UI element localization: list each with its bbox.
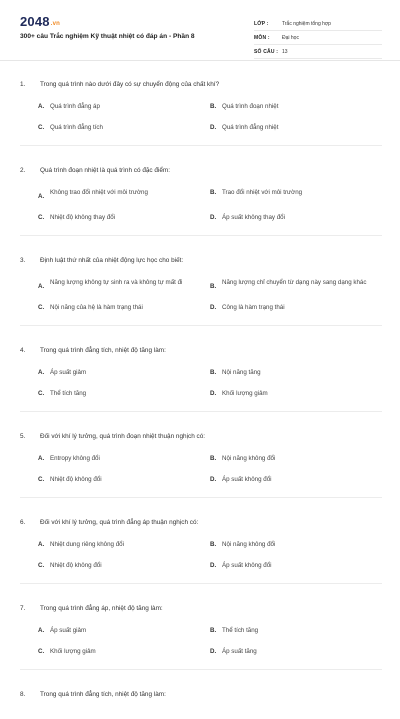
question-number: 3. (20, 257, 26, 264)
option-letter: B. (210, 627, 217, 634)
answer-option[interactable] (38, 206, 210, 227)
option-text: Entropy không đổi (50, 455, 100, 462)
answer-option[interactable] (210, 468, 382, 489)
option-letter: C. (38, 390, 45, 397)
answer-options (20, 181, 382, 227)
site-logo[interactable] (20, 14, 60, 29)
answer-options (20, 271, 382, 317)
question-item (20, 72, 382, 146)
question-item (20, 682, 382, 707)
answer-option[interactable] (210, 361, 382, 382)
option-text: Áp suất không đổi (222, 562, 272, 569)
option-text: Năng lượng không tự sinh ra và không tự mất đi (50, 279, 183, 286)
option-letter: C. (38, 214, 45, 221)
meta-value: Trắc nghiệm tổng hợp (282, 20, 331, 27)
question-number: 2. (20, 167, 26, 174)
option-letter: C. (38, 648, 45, 655)
option-letter: A. (38, 541, 45, 548)
answer-option[interactable] (38, 116, 210, 137)
question-item (20, 248, 382, 326)
answer-option[interactable] (38, 95, 210, 116)
answer-option[interactable] (210, 640, 382, 661)
option-text: Thể tích tăng (222, 627, 259, 634)
option-text: Áp suất không thay đổi (222, 214, 285, 221)
meta-key: MÔN : (254, 34, 270, 41)
logo-suffix: .vn (50, 21, 61, 27)
option-text: Thể tích tăng (50, 390, 87, 397)
option-text: Quá trình đẳng nhiệt (222, 124, 279, 131)
option-text: Không trao đổi nhiệt với môi trường (50, 189, 148, 196)
question-item (20, 424, 382, 498)
option-text: Năng lượng chỉ chuyển từ dạng này sang dạng khác (222, 279, 367, 286)
option-text: Khối lượng giảm (222, 390, 268, 397)
meta-value: 13 (282, 48, 288, 55)
answer-option[interactable] (38, 554, 210, 575)
option-text: Áp suất giảm (50, 627, 87, 634)
option-letter: B. (210, 189, 217, 196)
option-letter: D. (210, 304, 217, 311)
question-heading (20, 248, 382, 265)
question-text: Trong quá trình nào dưới đây có sự chuyển động của chất khí? (40, 81, 220, 88)
question-text: Trong quá trình đẳng tích, nhiệt độ tăng làm: (40, 691, 166, 698)
question-item (20, 510, 382, 584)
option-letter: A. (38, 283, 45, 290)
option-letter: C. (38, 304, 45, 311)
question-number: 4. (20, 347, 26, 354)
option-letter: A. (38, 369, 45, 376)
option-text: Nhiệt độ không thay đổi (50, 214, 116, 221)
option-text: Quá trình đẳng áp (50, 103, 100, 110)
option-letter: A. (38, 455, 45, 462)
question-text: Đối với khí lý tưởng, quá trình đoạn nhiệt thuận nghịch có: (40, 433, 206, 440)
option-letter: A. (38, 103, 45, 110)
option-text: Nhiệt dung riêng không đổi (50, 541, 124, 548)
question-number: 7. (20, 605, 26, 612)
option-text: Nội năng của hệ là hàm trạng thái (50, 304, 143, 311)
question-heading (20, 424, 382, 441)
question-heading (20, 682, 382, 699)
question-heading (20, 158, 382, 175)
answer-option[interactable] (38, 619, 210, 640)
question-heading (20, 596, 382, 613)
question-number: 8. (20, 691, 26, 698)
answer-option[interactable] (210, 95, 382, 116)
question-text: Trong quá trình đẳng áp, nhiệt độ tăng làm: (40, 605, 163, 612)
question-heading (20, 72, 382, 89)
option-text: Nội năng tăng (222, 369, 261, 376)
option-letter: C. (38, 476, 45, 483)
option-letter: B. (210, 541, 217, 548)
question-item (20, 158, 382, 236)
question-text: Quá trình đoạn nhiệt là quá trình có đặc điểm: (40, 167, 171, 174)
answer-option[interactable] (38, 382, 210, 403)
option-text: Khối lượng giảm (50, 648, 96, 655)
option-letter: D. (210, 214, 217, 221)
question-number: 5. (20, 433, 26, 440)
question-item (20, 596, 382, 670)
answer-option[interactable] (38, 271, 210, 296)
option-text: Quá trình đẳng tích (50, 124, 103, 131)
option-text: Áp suất tăng (222, 648, 257, 655)
option-letter: B. (210, 103, 217, 110)
question-heading (20, 338, 382, 355)
answer-options (20, 361, 382, 403)
answer-option[interactable] (210, 619, 382, 640)
option-letter: C. (38, 562, 45, 569)
answer-option[interactable] (38, 640, 210, 661)
option-letter: B. (210, 283, 217, 290)
answer-option[interactable] (38, 361, 210, 382)
page-title: 300+ câu Trắc nghiệm Kỹ thuật nhiệt có đáp án - Phần 8 (20, 33, 195, 40)
option-text: Nhiệt độ không đổi (50, 562, 102, 569)
question-text: Đối với khí lý tưởng, quá trình đẳng áp thuận nghịch có: (40, 519, 199, 526)
answer-option[interactable] (210, 296, 382, 317)
answer-option[interactable] (38, 533, 210, 554)
answer-option[interactable] (210, 533, 382, 554)
answer-option[interactable] (210, 554, 382, 575)
answer-option[interactable] (210, 447, 382, 468)
logo-text: 2048 (20, 14, 50, 29)
option-letter: D. (210, 124, 217, 131)
option-letter: C. (38, 124, 45, 131)
answer-option[interactable] (210, 382, 382, 403)
answer-options (20, 619, 382, 661)
meta-value: Đại học (282, 34, 299, 41)
question-number: 6. (20, 519, 26, 526)
answer-option[interactable] (38, 447, 210, 468)
option-text: Nội năng không đổi (222, 541, 276, 548)
option-letter: A. (38, 193, 45, 200)
page-header (0, 0, 400, 61)
question-text: Định luật thứ nhất của nhiệt động lực học cho biết: (40, 257, 184, 264)
question-item (20, 338, 382, 412)
option-letter: D. (210, 476, 217, 483)
option-letter: B. (210, 369, 217, 376)
answer-option[interactable] (210, 181, 382, 206)
answer-options (20, 447, 382, 489)
option-text: Công là hàm trạng thái (222, 304, 285, 311)
question-list (0, 72, 400, 719)
option-text: Quá trình đoạn nhiệt (222, 103, 279, 110)
answer-options (20, 95, 382, 137)
answer-option[interactable] (210, 271, 382, 296)
option-letter: A. (38, 627, 45, 634)
option-letter: D. (210, 390, 217, 397)
answer-option[interactable] (38, 468, 210, 489)
option-letter: B. (210, 455, 217, 462)
option-text: Trao đổi nhiệt với môi trường (222, 189, 303, 196)
meta-key: SỐ CÂU : (254, 48, 279, 55)
answer-option[interactable] (210, 116, 382, 137)
option-text: Áp suất không đổi (222, 476, 272, 483)
option-letter: D. (210, 562, 217, 569)
answer-option[interactable] (210, 206, 382, 227)
meta-row-class (254, 17, 382, 31)
answer-options (20, 533, 382, 575)
meta-row-count (254, 45, 382, 59)
answer-option[interactable] (38, 181, 210, 206)
option-text: Áp suất giảm (50, 369, 87, 376)
answer-option[interactable] (38, 296, 210, 317)
option-letter: D. (210, 648, 217, 655)
option-text: Nhiệt độ không đổi (50, 476, 102, 483)
question-heading (20, 510, 382, 527)
meta-info (254, 17, 382, 59)
option-text: Nội năng không đổi (222, 455, 276, 462)
meta-key: LỚP : (254, 20, 269, 27)
meta-row-subject (254, 31, 382, 45)
question-number: 1. (20, 81, 26, 88)
question-text: Trong quá trình đẳng tích, nhiệt độ tăng làm: (40, 347, 166, 354)
